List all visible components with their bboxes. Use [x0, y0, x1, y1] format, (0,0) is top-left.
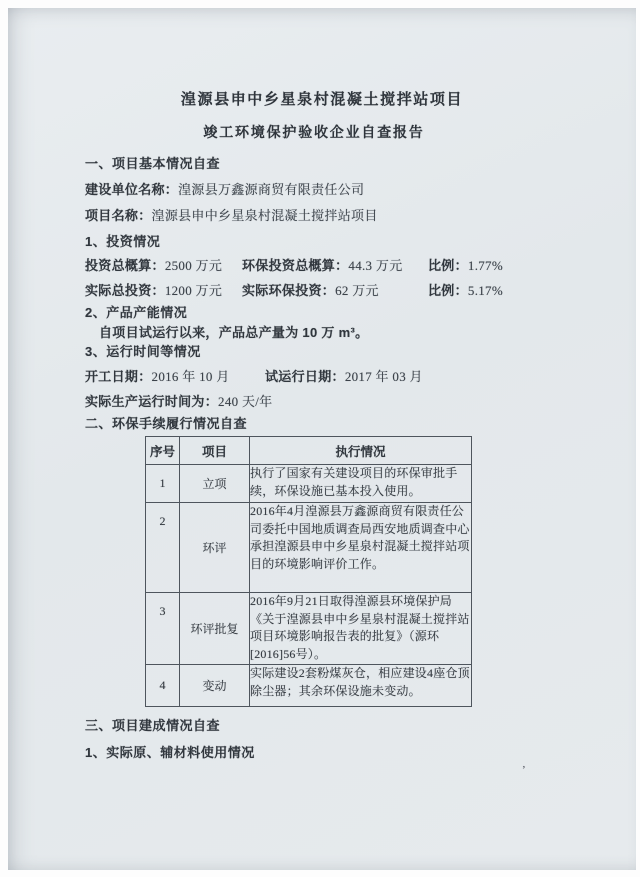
row-index: 1	[146, 465, 180, 503]
field-invest-actual: 实际总投资：1200 万元	[85, 283, 223, 298]
field-start-date: 开工日期：2016 年 10 月	[85, 369, 230, 384]
doc-title-line2: 竣工环境保护验收企业自查报告	[203, 124, 425, 140]
row-detail: 2016年9月21日取得湟源县环境保护局《关于湟源县申中乡星泉村混凝土搅拌站项目环境影响报告表的批复》（源环[2016]56号）。	[250, 593, 472, 665]
heading-investment: 1、投资情况	[85, 234, 161, 249]
field-ratio-estimate: 比例：1.77%	[428, 258, 503, 273]
table-header-row	[146, 437, 472, 465]
row-item: 立项	[180, 465, 250, 503]
col-header-status: 执行情况	[250, 437, 472, 465]
col-header-item: 项目	[180, 437, 250, 465]
procedures-table	[145, 436, 472, 707]
row-index: 3	[146, 593, 180, 665]
table-row	[146, 593, 472, 665]
field-env-invest-estimate: 环保投资总概算：44.3 万元	[242, 258, 403, 273]
row-index: 2	[146, 503, 180, 593]
row-item: 变动	[180, 665, 250, 707]
investment-actual-row	[85, 282, 636, 300]
heading-operation: 3、运行时间等情况	[85, 344, 201, 359]
col-header-index: 序号	[146, 437, 180, 465]
field-builder	[85, 181, 636, 199]
row-item: 环评批复	[180, 593, 250, 665]
heading-capacity: 2、产品产能情况	[85, 305, 188, 320]
field-invest-estimate: 投资总概算：2500 万元	[85, 258, 223, 273]
table-row	[146, 465, 472, 503]
capacity-statement: 自项目试运行以来，产品总产量为 10 万 m³。	[99, 325, 369, 340]
scan-speck-mark: ʼ	[522, 764, 526, 776]
completion-sub-heading: 1、实际原、辅材料使用情况	[85, 745, 255, 760]
row-detail: 执行了国家有关建设项目的环保审批手续，环保设施已基本投入使用。	[250, 465, 472, 503]
row-detail: 2016年4月湟源县万鑫源商贸有限责任公司委托中国地质调查局西安地质调查中心承担湟源县申中乡星泉村混凝土搅拌站项目的环境影响评价工作。	[250, 503, 472, 593]
section-completion-heading: 三、项目建成情况自查	[85, 718, 221, 733]
field-builder-value: 湟源县万鑫源商贸有限责任公司	[178, 182, 365, 197]
section-basic-heading: 一、项目基本情况自查	[85, 156, 221, 171]
field-builder-label: 建设单位名称：	[85, 182, 179, 197]
table-row	[146, 503, 472, 593]
field-project-label: 项目名称：	[85, 208, 152, 223]
field-ratio-actual: 比例：5.17%	[428, 283, 503, 298]
section-procedures-heading: 二、环保手续履行情况自查	[85, 416, 248, 431]
field-trial-date: 试运行日期：2017 年 03 月	[265, 369, 423, 384]
document-page	[8, 8, 636, 870]
investment-estimate-row	[85, 257, 636, 275]
row-index: 4	[146, 665, 180, 707]
field-project-name	[85, 207, 636, 225]
table-row	[146, 665, 472, 707]
row-item: 环评	[180, 503, 250, 593]
field-run-time: 实际生产运行时间为：240 天/年	[85, 394, 273, 409]
doc-title-line1: 湟源县申中乡星泉村混凝土搅拌站项目	[180, 91, 464, 108]
row-detail: 实际建设2套粉煤灰仓，相应建设4座仓顶除尘器；其余环保设施未变动。	[250, 665, 472, 707]
dates-row	[85, 368, 636, 386]
field-project-value: 湟源县申中乡星泉村混凝土搅拌站项目	[151, 208, 378, 223]
field-env-invest-actual: 实际环保投资：62 万元	[242, 283, 379, 298]
